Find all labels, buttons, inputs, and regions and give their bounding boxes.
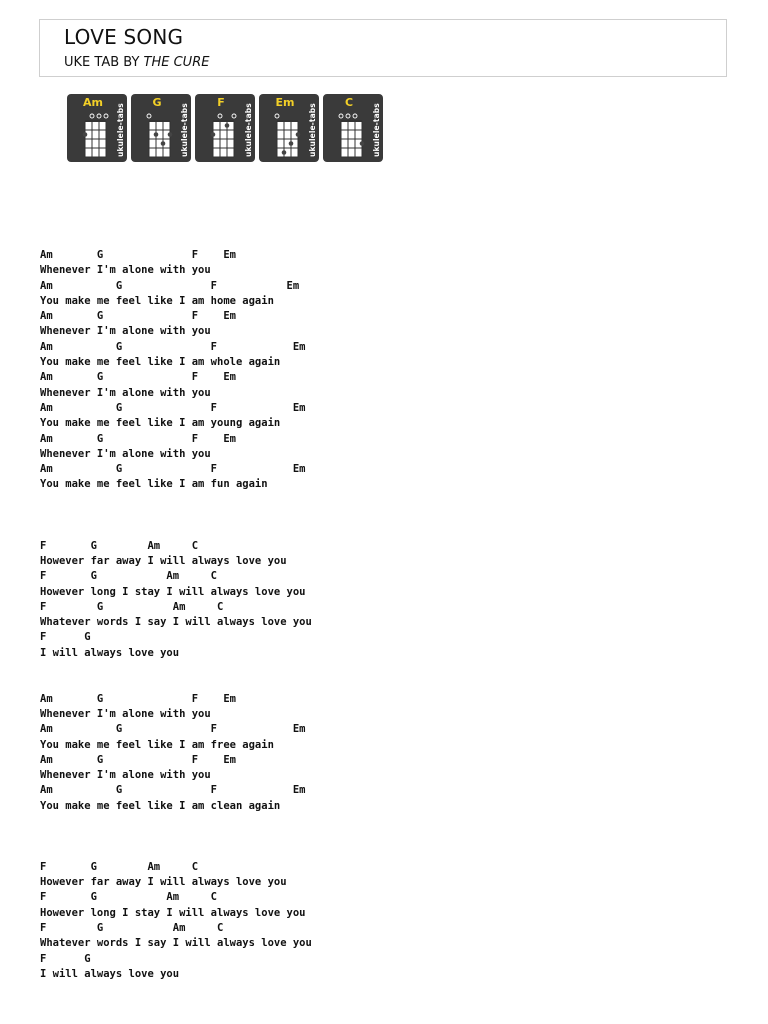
song-header [39, 19, 727, 77]
song-subtitle [64, 55, 209, 70]
tab-line: Am G F Em [40, 692, 236, 705]
blank-line [40, 493, 312, 508]
finger-dot [83, 132, 88, 137]
blank-line [40, 676, 312, 691]
open-string-marker [90, 114, 94, 118]
fretboard [131, 94, 181, 162]
tab-line: F G [40, 631, 91, 644]
open-string-marker [218, 114, 222, 118]
tab-line: Am G F Em [40, 279, 300, 292]
tab-line: Whatever words I say I will always love you [40, 937, 312, 950]
blank-line [40, 523, 312, 538]
finger-dot [154, 132, 159, 137]
tab-line: Whenever I'm alone with you [40, 264, 211, 277]
tab-line: F G Am C [40, 570, 218, 583]
finger-dot [296, 132, 301, 137]
finger-dot [360, 141, 365, 146]
open-string-marker [346, 114, 350, 118]
tab-line: I will always love you [40, 646, 180, 659]
brand-label: ukulele-tabs [372, 103, 381, 157]
finger-dot [161, 141, 166, 146]
open-string-marker [104, 114, 108, 118]
blank-line [40, 845, 312, 860]
brand-label: ukulele-tabs [180, 103, 189, 157]
tab-line: You make me feel like I am young again [40, 417, 281, 430]
tab-line: You make me feel like I am whole again [40, 356, 281, 369]
tab-line: F G Am C [40, 922, 224, 935]
chord-diagram-c [323, 94, 383, 162]
fretboard [323, 94, 373, 162]
tab-line: However long I stay I will always love you [40, 585, 306, 598]
tab-line: Am G F Em [40, 310, 236, 323]
open-string-marker [97, 114, 101, 118]
blank-line [40, 829, 312, 844]
tab-line: Whenever I'm alone with you [40, 769, 211, 782]
chord-name: Am [83, 96, 103, 109]
tab-line: Am G F Em [40, 371, 236, 384]
tab-line: F G Am C [40, 600, 224, 613]
tab-line: Whatever words I say I will always love you [40, 616, 312, 629]
tab-line: F G Am C [40, 860, 199, 873]
song-title: LOVE SONG [64, 25, 184, 49]
open-string-marker [353, 114, 357, 118]
tab-line: Am G F Em [40, 784, 306, 797]
tab-line: Am G F Em [40, 340, 306, 353]
tab-line: F G [40, 952, 91, 965]
blank-line [40, 661, 312, 676]
blank-line [40, 814, 312, 829]
chord-name: Em [275, 96, 295, 109]
tab-line: Am G F Em [40, 753, 236, 766]
tab-line: I will always love you [40, 967, 180, 980]
chord-diagram-g [131, 94, 191, 162]
tab-line: However far away I will always love you [40, 876, 287, 889]
tab-line: You make me feel like I am home again [40, 294, 274, 307]
brand-label: ukulele-tabs [244, 103, 253, 157]
finger-dot [282, 150, 287, 155]
tab-line: You make me feel like I am fun again [40, 478, 268, 491]
artist-name: THE CURE [143, 55, 210, 70]
fretboard [67, 94, 117, 162]
chord-name: G [152, 96, 162, 109]
chord-name: F [217, 96, 225, 109]
tab-line: You make me feel like I am clean again [40, 799, 281, 812]
tab-line: However far away I will always love you [40, 554, 287, 567]
tab-line: Am G F Em [40, 401, 306, 414]
tab-line: F G Am C [40, 891, 218, 904]
finger-dot [225, 123, 230, 128]
open-string-marker [275, 114, 279, 118]
chord-diagram-f [195, 94, 255, 162]
fretboard [195, 94, 245, 162]
tab-line: However long I stay I will always love you [40, 906, 306, 919]
fretboard [259, 94, 309, 162]
subtitle-prefix: UKE TAB BY [64, 55, 144, 70]
tab-line: You make me feel like I am free again [40, 738, 274, 751]
tab-line: Whenever I'm alone with you [40, 447, 211, 460]
finger-dot [211, 132, 216, 137]
tab-line: Whenever I'm alone with you [40, 325, 211, 338]
open-string-marker [232, 114, 236, 118]
finger-dot [289, 141, 294, 146]
finger-dot [168, 132, 173, 137]
brand-label: ukulele-tabs [116, 103, 125, 157]
chord-name: C [344, 96, 354, 109]
tab-line: Whenever I'm alone with you [40, 707, 211, 720]
tab-line: Am G F Em [40, 432, 236, 445]
tab-line: F G Am C [40, 539, 199, 552]
blank-line [40, 508, 312, 523]
tab-line: Am G F Em [40, 463, 306, 476]
tab-line: Whenever I'm alone with you [40, 386, 211, 399]
tab-content [40, 248, 312, 982]
tab-line: Am G F Em [40, 723, 306, 736]
open-string-marker [147, 114, 151, 118]
brand-label: ukulele-tabs [308, 103, 317, 157]
chord-diagram-am [67, 94, 127, 162]
tab-line: Am G F Em [40, 249, 236, 261]
open-string-marker [339, 114, 343, 118]
chord-diagram-em [259, 94, 319, 162]
